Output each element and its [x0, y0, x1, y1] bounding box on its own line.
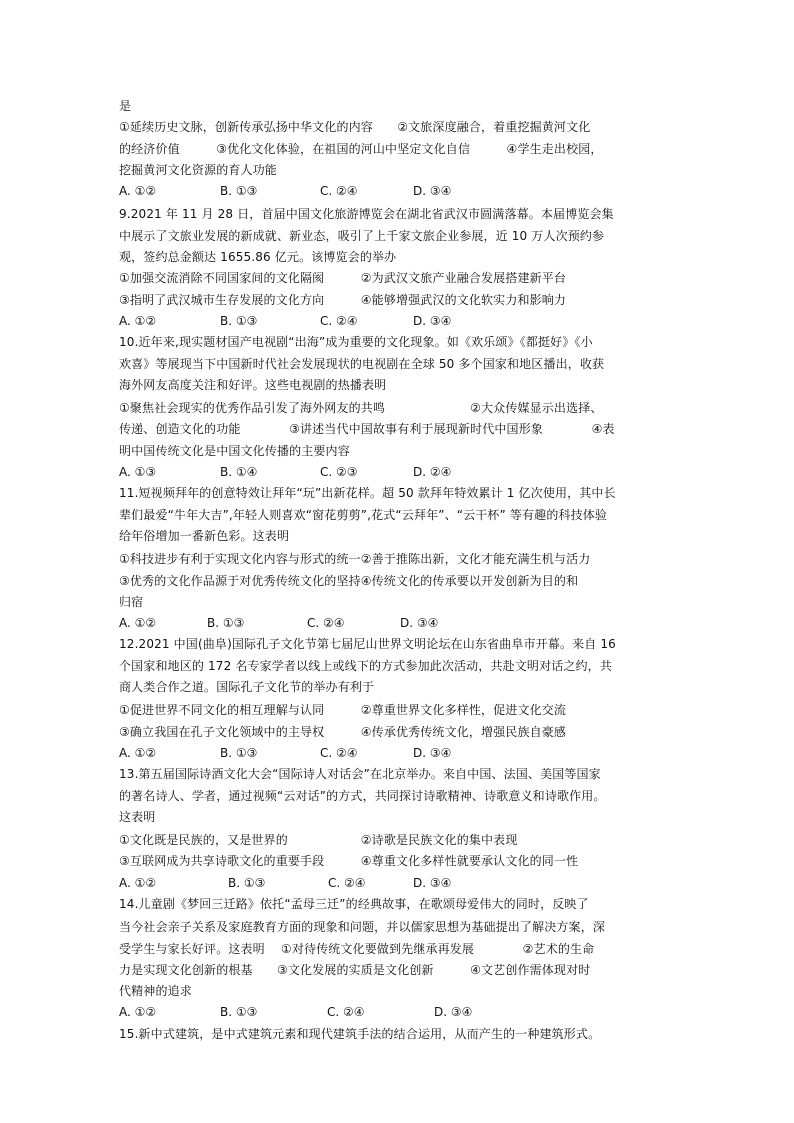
text-line: 的著名诗人、学者，通过视频“云对话”的方式，共同探讨诗歌精神、诗歌意义和诗歌作用。 — [119, 788, 606, 803]
text-line: 明中国传统文化是中国文化传播的主要内容 — [119, 443, 350, 458]
question-13-line: 13.第五届国际诗酒文化大会“国际诗人对话会”在北京举办。来自中国、法国、美国等国家 — [119, 767, 601, 782]
text-line: 挖掘黄河文化资源的育人功能 — [119, 162, 277, 177]
text-line: 观，签约总金额达 1655.86 亿元。该博览会的举办 — [119, 250, 397, 265]
text-line: ③确立我国在孔子文化领域中的主导权 ④传承优秀传统文化，增强民族自豪感 — [119, 724, 567, 739]
text-line: ①文化既是民族的，又是世界的 ②诗歌是民族文化的集中表现 — [119, 833, 518, 848]
option-d: D. ③④ — [413, 875, 452, 890]
text-line: 传递、创造文化的功能 ③讲述当代中国故事有利于展现新时代中国形象 ④表 — [119, 422, 615, 437]
option-c: C. ②④ — [327, 1005, 365, 1020]
option-b: B. ①③ — [220, 745, 258, 760]
option-a: A. ①② — [119, 875, 157, 890]
text-line: 力是实现文化创新的根基 ③文化发展的实质是文化创新 ④文艺创作需体现对时 — [119, 962, 591, 977]
text-line: 当今社会亲子关系及家庭教育方面的现象和问题，并以儒家思想为基础提出了解决方案，深 — [119, 920, 606, 935]
text-line: 代精神的追求 — [119, 984, 192, 999]
text-line: ③互联网成为共享诗歌文化的重要手段 ④尊重文化多样性就要承认文化的同一性 — [119, 854, 579, 869]
option-b: B. ①③ — [207, 616, 245, 631]
text-line: ①科技进步有利于实现文化内容与形式的统一②善于推陈出新，文化才能充满生机与活力 — [119, 552, 591, 567]
option-b: B. ①④ — [220, 465, 258, 480]
option-d: D. ③④ — [413, 745, 452, 760]
option-b: B. ①③ — [220, 184, 258, 199]
option-a: A. ①② — [119, 1005, 157, 1020]
option-c: C. ②④ — [328, 875, 366, 890]
option-d: D. ③④ — [400, 616, 439, 631]
text-line: ①聚焦社会现实的优秀作品引发了海外网友的共鸣 ②大众传媒显示出选择、 — [119, 401, 603, 416]
question-10-line: 10.近年来,现实题材国产电视剧“出海”成为重要的文化现象。如《欢乐颂》《都挺好》《小 — [119, 335, 593, 350]
option-a: A. ①② — [119, 616, 157, 631]
question-11-line: 11.短视频拜年的创意特效让拜年“玩”出新花样。超 50 款拜年特效累计 1 亿次使用，其中长 — [119, 486, 616, 501]
option-d: D. ③④ — [413, 184, 452, 199]
text-line: ③优秀的文化作品源于对优秀传统文化的坚持④传统文化的传承要以开发创新为目的和 — [119, 573, 579, 588]
text-line: ①延续历史文脉，创新传承弘扬中华文化的内容 ②文旅深度融合，着重挖掘黄河文化 — [119, 120, 591, 135]
text-line: 这表明 — [119, 809, 156, 824]
text-line: ①促进世界不同文化的相互理解与认同 ②尊重世界文化多样性，促进文化交流 — [119, 703, 567, 718]
text-line: 给年俗增加一番新色彩。这表明 — [119, 528, 290, 543]
text-line: 中展示了文旅业发展的新成就、新业态，吸引了上千家文旅企业参展，近 10 万人次预约参 — [119, 228, 605, 243]
option-c: C. ②④ — [320, 745, 358, 760]
option-c: C. ②④ — [320, 184, 358, 199]
text-line: ③指明了武汉城市生存发展的文化方向 ④能够增强武汉的文化软实力和影响力 — [119, 292, 567, 307]
text-line: 辈们最爱“牛年大吉”,年轻人则喜欢“窗花剪剪”,花式“云拜年”、“云干杯” 等有趣的科技体验 — [119, 507, 608, 522]
option-d: D. ③④ — [434, 1005, 473, 1020]
exam-page — [119, 96, 679, 1045]
answer-options — [119, 181, 679, 202]
answer-options — [119, 462, 679, 483]
option-c: C. ②④ — [307, 616, 345, 631]
text-line: 欢喜》等展现当下中国新时代社会发展现状的电视剧在全球 50 多个国家和地区播出，收获 — [119, 356, 605, 371]
text-line: 是 — [119, 99, 132, 113]
option-a: A. ①② — [119, 313, 157, 328]
text-line: 海外网友高度关注和好评。这些电视剧的热播表明 — [119, 377, 387, 392]
option-b: B. ①③ — [220, 313, 258, 328]
option-a: A. ①② — [119, 745, 157, 760]
question-12-line: 12.2021 中国(曲阜)国际孔子文化节第七届尼山世界文明论坛在山东省曲阜市开幕。来自 16 — [119, 637, 616, 652]
option-a: A. ①③ — [119, 465, 157, 480]
answer-options — [119, 873, 679, 894]
option-d: D. ②④ — [413, 465, 452, 480]
answer-options — [119, 311, 679, 332]
answer-options — [119, 743, 679, 764]
option-b: B. ①③ — [220, 1005, 258, 1020]
text-line: 个国家和地区的 172 名专家学者以线上或线下的方式参加此次活动，共赴文明对话之约，共 — [119, 658, 612, 673]
option-c: C. ②④ — [320, 313, 358, 328]
option-b: B. ①③ — [228, 875, 266, 890]
answer-options — [119, 1002, 679, 1023]
text-line: ①加强交流消除不同国家间的文化隔阂 ②为武汉文旅产业融合发展搭建新平台 — [119, 271, 567, 286]
text-line: 受学生与家长好评。这表明 ①对待传统文化要做到先继承再发展 ②艺术的生命 — [119, 941, 595, 956]
option-c: C. ②③ — [320, 465, 358, 480]
text-line: 归宿 — [119, 594, 144, 609]
answer-options — [119, 613, 679, 634]
question-14-line: 14.儿童剧《梦回三迁路》依托“孟母三迁”的经典故事，在歌颂母爱伟大的同时，反映了 — [119, 896, 589, 911]
option-d: D. ③④ — [413, 313, 452, 328]
option-a: A. ①② — [119, 184, 157, 199]
question-15-line: 15.新中式建筑，是中式建筑元素和现代建筑手法的结合运用，从而产生的一种建筑形式。 — [119, 1026, 601, 1041]
text-line: 的经济价值 ③优化文化体验，在祖国的河山中坚定文化自信 ④学生走出校园， — [119, 141, 603, 156]
text-line: 商人类合作之道。国际孔子文化节的举办有利于 — [119, 680, 375, 695]
question-9-line: 9.2021 年 11 月 28 日，首届中国文化旅游博览会在湖北省武汉市圆满落幕。本届博览会集 — [119, 207, 614, 222]
